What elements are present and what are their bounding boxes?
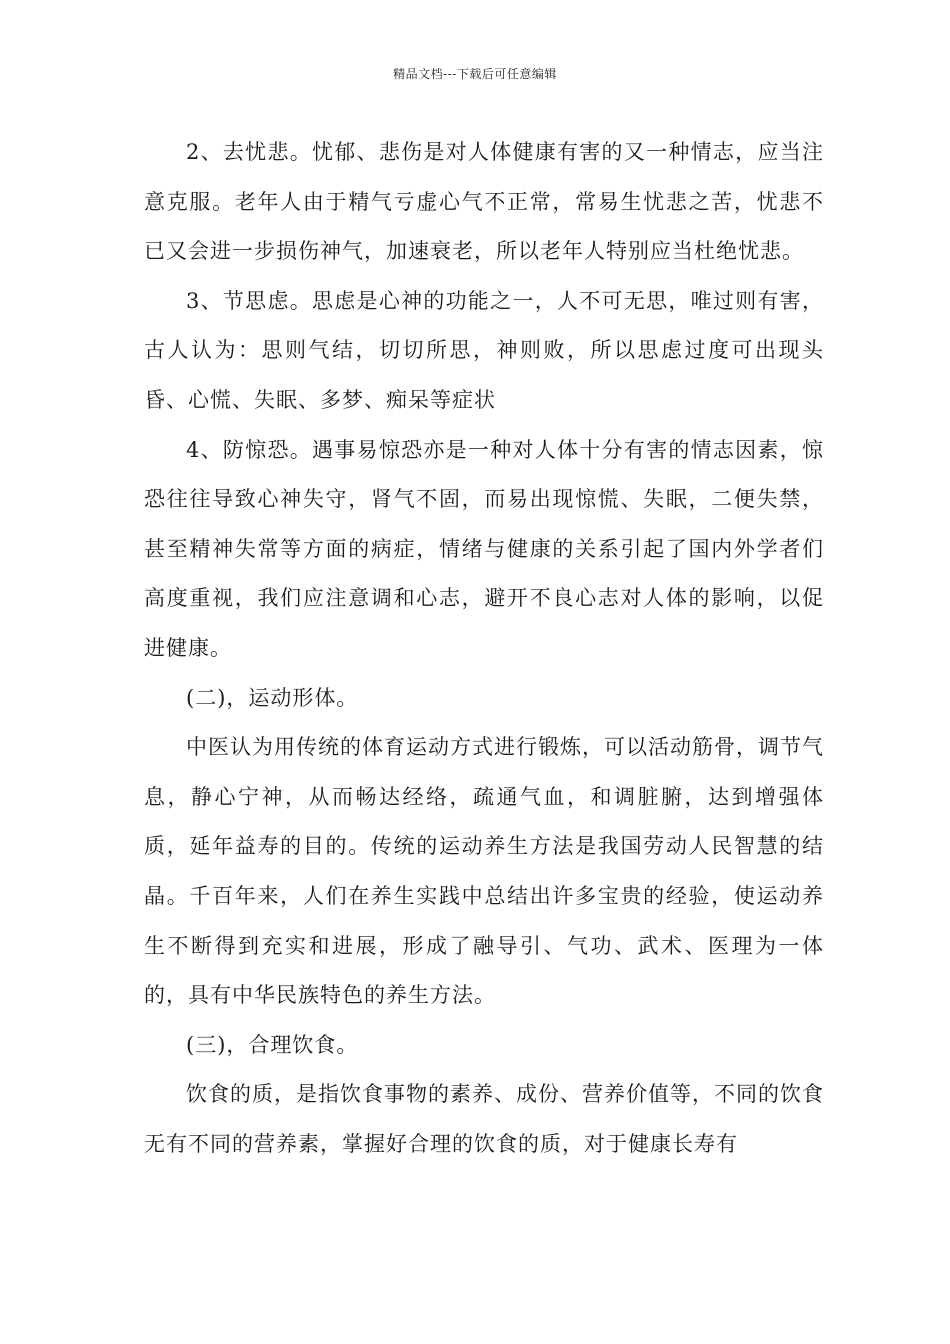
paragraph-moderate-thinking: 3、节思虑。思虑是心神的功能之一，人不可无思，唯过则有害，古人认为：思则气结，切切所思，神则败，所以思虑过度可出现头昏、心慌、失眠、多梦、痴呆等症状 — [144, 288, 824, 412]
section-heading-exercise: (二)，运动形体。 — [186, 685, 359, 710]
page-header: 精品文档---下载后可任意编辑 — [393, 67, 557, 81]
paragraph-remove-sorrow: 2、去忧悲。忧郁、悲伤是对人体健康有害的又一种情志，应当注意克服。老年人由于精气亏虚心气不正常，常易生忧悲之苦，忧悲不已又会进一步损伤神气，加速衰老，所以老年人特别应当杜绝忧悲。 — [144, 140, 824, 264]
section-heading-diet: (三)，合理饮食。 — [186, 1032, 359, 1057]
paragraph-exercise: 中医认为用传统的体育运动方式进行锻炼，可以活动筋骨，调节气息，静心宁神，从而畅达经络，疏通气血，和调脏腑，达到增强体质，延年益寿的目的。传统的运动养生方法是我国劳动人民智慧的结晶。千百年来，人们在养生实践中总结出许多宝贵的经验，使运动养生不断得到充实和进展，形成了融导引、气功、武术、医理为一体的，具有中华民族特色的养生方法。 — [144, 735, 824, 1008]
paragraph-prevent-fright: 4、防惊恐。遇事易惊恐亦是一种对人体十分有害的情志因素，惊恐往往导致心神失守，肾气不固，而易出现惊慌、失眠，二便失禁，甚至精神失常等方面的病症，情绪与健康的关系引起了国内外学者们高度重视，我们应注意调和心志，避开不良心志对人体的影响，以促进健康。 — [144, 437, 824, 660]
paragraph-diet: 饮食的质，是指饮食事物的素养、成份、营养价值等，不同的饮食无有不同的营养素，掌握好合理的饮食的质，对于健康长寿有 — [144, 1082, 824, 1156]
document-body — [144, 128, 824, 1169]
